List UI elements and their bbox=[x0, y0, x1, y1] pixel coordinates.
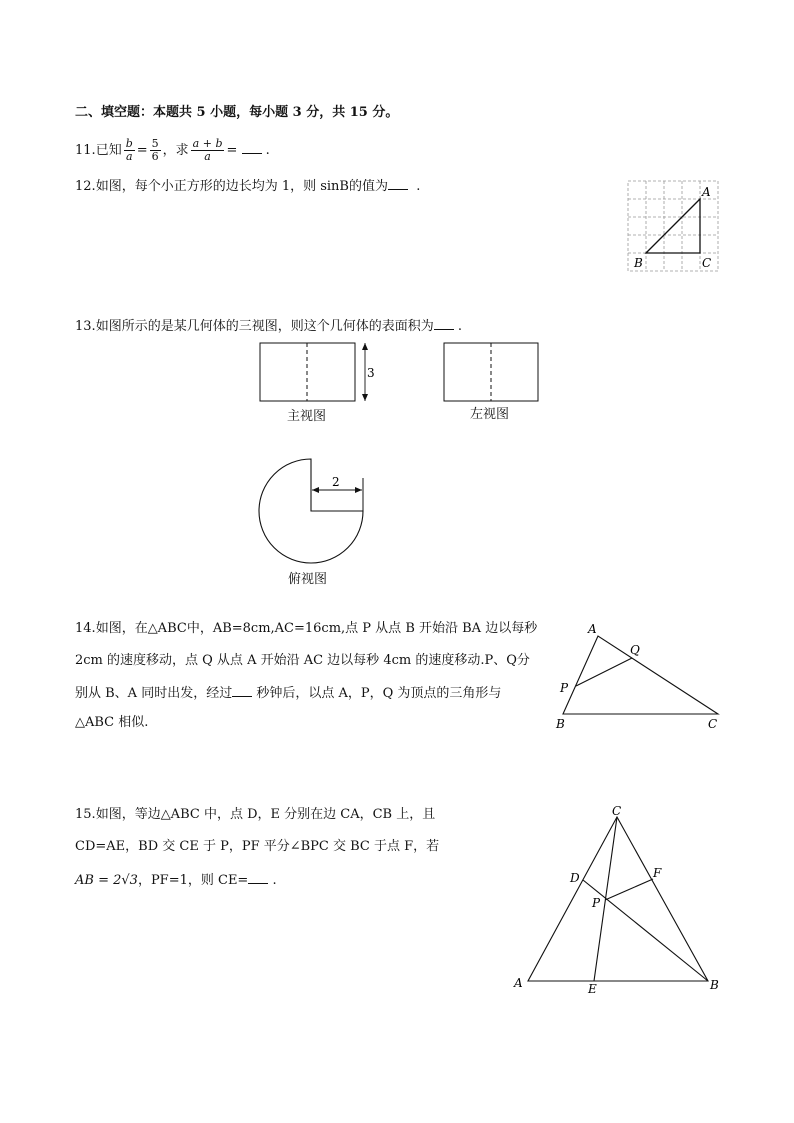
q13-end: . bbox=[457, 319, 462, 334]
fraction-b-over-a: $\frac{b}{a}$ bbox=[125, 137, 133, 163]
question-15-line-3 bbox=[75, 870, 277, 890]
question-12 bbox=[75, 176, 420, 196]
q14-line3b-text: 秒钟后，以点 A，P，Q 为顶点的三角形与 bbox=[256, 686, 502, 701]
question-number: 13. bbox=[75, 319, 96, 334]
q13-text: 如图所示的是某几何体的三视图，则这个几何体的表面积为 bbox=[95, 319, 434, 334]
top-view-figure bbox=[252, 450, 372, 570]
fraction-5-over-6: $\frac{5}{6}$ bbox=[151, 137, 159, 163]
section-heading: 二、填空题：本题共 5 小题，每小题 3 分，共 15 分。 bbox=[75, 105, 399, 120]
q15-math-ab: AB = 2√3 bbox=[75, 873, 138, 888]
question-14-line-1 bbox=[75, 620, 537, 638]
label-a: A bbox=[702, 185, 711, 199]
side-view-caption: 左视图 bbox=[470, 407, 510, 422]
q14-line3a-text: 别从 B、A 同时出发，经过 bbox=[75, 686, 233, 701]
dimension-3-label: 3 bbox=[367, 366, 375, 380]
equals-sign: = bbox=[136, 143, 148, 158]
label-p: P bbox=[592, 896, 601, 910]
question-number: 12. bbox=[75, 179, 96, 194]
question-11 bbox=[75, 138, 270, 163]
question-14-line-2: 2cm 的速度移动，点 Q 从点 A 开始沿 AC 边以每秒 4cm 的速度移动.P、Q分 bbox=[75, 653, 530, 668]
q12-end: . bbox=[416, 179, 421, 194]
q15-end: . bbox=[272, 873, 277, 888]
equals-sign: = bbox=[226, 143, 238, 158]
question-14-line-4: △ABC 相似. bbox=[75, 715, 149, 730]
q14-triangle-figure bbox=[548, 618, 728, 733]
label-f: F bbox=[653, 866, 662, 880]
question-15-line-2: CD=AE，BD 交 CE 于 P，PF 平分∠BPC 交 BC 于点 F，若 bbox=[75, 839, 440, 854]
label-c: C bbox=[612, 804, 622, 818]
question-number: 14. bbox=[75, 621, 96, 636]
label-d: D bbox=[570, 871, 580, 885]
label-c: C bbox=[702, 256, 712, 270]
label-b: B bbox=[710, 978, 719, 992]
dimension-2-label: 2 bbox=[332, 475, 340, 489]
q12-text: 如图，每个小正方形的边长均为 1，则 sinB的值为 bbox=[95, 179, 388, 194]
label-a: A bbox=[588, 622, 597, 636]
label-b: B bbox=[634, 256, 643, 270]
label-e: E bbox=[588, 982, 597, 996]
q11-pre: 已知 bbox=[95, 143, 122, 158]
q15-line1-text: 如图，等边△ABC 中，点 D，E 分别在边 CA，CB 上，且 bbox=[95, 807, 436, 822]
q11-mid: ，求 bbox=[162, 143, 189, 158]
question-number: 15. bbox=[75, 807, 96, 822]
label-b: B bbox=[556, 717, 565, 731]
top-view-caption: 俯视图 bbox=[288, 572, 328, 587]
label-p: P bbox=[560, 681, 569, 695]
question-14-line-3 bbox=[75, 683, 501, 703]
q15-line3-text: ，PF=1，则 CE= bbox=[137, 873, 249, 888]
question-15-line-1 bbox=[75, 806, 435, 824]
label-a: A bbox=[514, 976, 523, 990]
question-13 bbox=[75, 316, 462, 336]
q12-grid-figure bbox=[620, 176, 730, 276]
question-number: 11. bbox=[75, 143, 96, 158]
answer-blank bbox=[248, 870, 268, 884]
answer-blank bbox=[434, 316, 454, 330]
front-view-figure bbox=[255, 338, 375, 408]
fraction-a-plus-b-over-a: $\frac{a + b}{a}$ bbox=[192, 137, 223, 163]
answer-blank bbox=[232, 683, 252, 697]
q11-end: . bbox=[265, 143, 270, 158]
front-view-caption: 主视图 bbox=[287, 409, 327, 424]
label-c: C bbox=[708, 717, 718, 731]
q14-line1-text: 如图，在△ABC中，AB=8cm,AC=16cm,点 P 从点 B 开始沿 BA 边以每秒 bbox=[95, 621, 538, 636]
answer-blank bbox=[242, 140, 262, 154]
label-q: Q bbox=[630, 643, 640, 657]
answer-blank bbox=[388, 176, 408, 190]
side-view-figure bbox=[440, 338, 545, 408]
q15-triangle-figure bbox=[510, 805, 730, 1000]
